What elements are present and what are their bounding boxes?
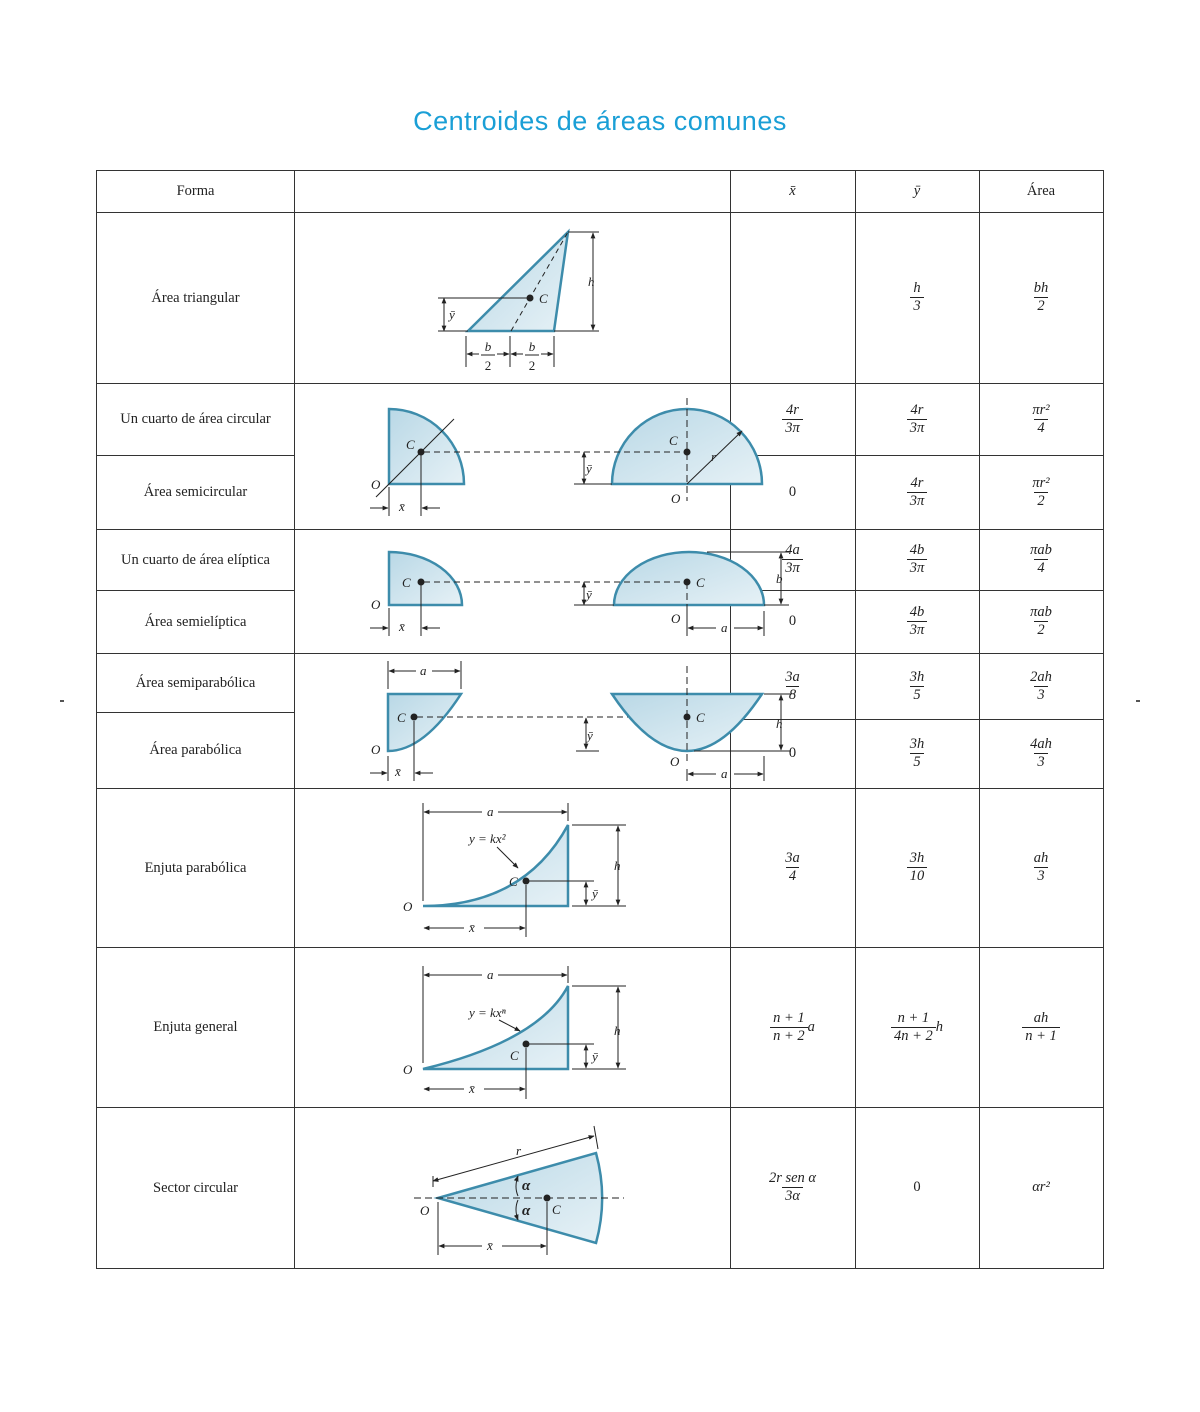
area-spandrel: $\frac{ah}{3}$ bbox=[1033, 850, 1049, 884]
sector-figure bbox=[414, 1126, 624, 1255]
xbar-quarter-circle: $\frac{4r}{3\pi}$ bbox=[730, 383, 855, 455]
general-spandrel-eq-label: y = kxⁿ bbox=[469, 1005, 506, 1020]
general-spandrel-figure bbox=[403, 966, 626, 1099]
qcircle-c-label: C bbox=[406, 437, 415, 452]
header-xbar: x̄ bbox=[789, 183, 796, 199]
header-ybar: ȳ bbox=[913, 183, 921, 199]
triangle-h-label: h bbox=[588, 274, 595, 289]
semiellipse-ybar-label: ȳ bbox=[586, 587, 592, 602]
semiparabola-o-label: O bbox=[371, 742, 381, 757]
xbar-general-spandrel: $\frac{n + 1}{n + 2}$ a bbox=[730, 947, 855, 1107]
qellipse-xbar-label: x̄ bbox=[399, 619, 405, 634]
sector-alpha-label-2: α bbox=[522, 1203, 531, 1219]
parabola-h-label: h bbox=[776, 716, 783, 731]
sector-xbar-label: x̄ bbox=[487, 1238, 493, 1253]
spandrel-figure bbox=[403, 803, 626, 937]
semiellipse-b-label: b bbox=[776, 571, 783, 586]
sector-r-label: r bbox=[516, 1143, 522, 1158]
ybar-parabola: $\frac{3h}{5}$ bbox=[909, 736, 925, 770]
label-spandrel: Enjuta parabólica bbox=[144, 859, 247, 876]
spandrel-c-label: C bbox=[509, 874, 518, 889]
spandrel-h-label: h bbox=[614, 858, 621, 873]
label-sector: Sector circular bbox=[153, 1179, 238, 1196]
area-parabola: $\frac{4ah}{3}$ bbox=[1030, 736, 1052, 770]
label-quarter-circle: Un cuarto de área circular bbox=[120, 411, 271, 427]
ybar-quarter-ellipse: $\frac{4b}{3\pi}$ bbox=[855, 529, 979, 590]
triangle-ybar-label: ȳ bbox=[449, 307, 455, 322]
header-area: Área bbox=[1026, 183, 1056, 199]
semiparabola-c-label: C bbox=[397, 710, 406, 725]
spandrel-o-label: O bbox=[403, 899, 413, 914]
parabola-a-label: a bbox=[721, 766, 728, 781]
centroid-table bbox=[96, 170, 1104, 1269]
semicircle-c-label: C bbox=[669, 433, 678, 448]
area-quarter-ellipse: $\frac{\text{πab}}{4}$ bbox=[1030, 542, 1052, 576]
label-semiellipse: Área semielíptica bbox=[144, 613, 247, 630]
semicircle-o-label: O bbox=[671, 491, 681, 506]
label-quarter-ellipse: Un cuarto de área elíptica bbox=[121, 551, 270, 568]
margin-mark-right bbox=[1136, 700, 1140, 702]
spandrel-xbar-label: x̄ bbox=[469, 920, 475, 935]
margin-mark-left bbox=[60, 700, 64, 702]
ybar-semiparabola: $\frac{3h}{5}$ bbox=[909, 668, 925, 703]
sector-alpha-label-1: α bbox=[522, 1178, 531, 1194]
semiparabola-xbar-label: x̄ bbox=[395, 764, 401, 779]
qcircle-xbar-label: x̄ bbox=[399, 499, 405, 514]
area-sector: αr² bbox=[1032, 1179, 1050, 1195]
triangle-b-label-1: b bbox=[484, 339, 492, 354]
area-semicircle: $\frac{\text{πr²}}{2}$ bbox=[1032, 474, 1050, 509]
header-shape: Forma bbox=[176, 183, 215, 199]
spandrel-eq-label: y = kx² bbox=[469, 831, 506, 846]
semiellipse-a-label: a bbox=[721, 620, 728, 635]
xbar-spandrel: $\frac{3a}{4}$ bbox=[785, 850, 800, 884]
parabola-ybar-label: ȳ bbox=[587, 728, 593, 743]
area-quarter-circle: $\frac{\text{πr²}}{4}$ bbox=[1032, 401, 1050, 436]
circle-figures bbox=[370, 398, 762, 516]
parabola-c-label: C bbox=[696, 710, 705, 725]
semiparabola-a-label: a bbox=[420, 663, 427, 678]
triangle-two-label-2: 2 bbox=[528, 358, 536, 373]
general-spandrel-c-label: C bbox=[510, 1048, 519, 1063]
triangle-two-label-1: 2 bbox=[484, 358, 492, 373]
semiellipse-c-label: C bbox=[696, 575, 705, 590]
qellipse-o-label: O bbox=[371, 597, 381, 612]
label-triangle: Área triangular bbox=[151, 289, 240, 306]
triangle-c-label: C bbox=[539, 291, 548, 306]
ybar-sector: 0 bbox=[913, 1179, 921, 1195]
ellipse-figures bbox=[370, 552, 789, 636]
area-semiparabola: $\frac{2ah}{3}$ bbox=[1030, 668, 1052, 703]
figures-svg bbox=[294, 171, 783, 1268]
general-spandrel-o-label: O bbox=[403, 1062, 413, 1077]
semicircle-ybar-label: ȳ bbox=[586, 461, 592, 476]
semicircle-r-label: r bbox=[711, 449, 717, 464]
label-general-spandrel: Enjuta general bbox=[153, 1019, 238, 1035]
xbar-parabola: 0 bbox=[788, 745, 797, 761]
ybar-general-spandrel: $\frac{n + 1}{4n + 2}$ h bbox=[855, 947, 979, 1107]
xbar-sector: $\frac{\text{2r sen α}}{3\alpha}$ bbox=[768, 1170, 817, 1204]
qcircle-o-label: O bbox=[371, 477, 381, 492]
parabola-o-label: O bbox=[670, 754, 680, 769]
ybar-semiellipse: $\frac{4b}{3\pi}$ bbox=[855, 590, 979, 653]
xbar-semiellipse: 0 bbox=[788, 613, 797, 629]
sector-c-label: C bbox=[552, 1202, 561, 1217]
general-spandrel-xbar-label: x̄ bbox=[469, 1081, 475, 1096]
spandrel-ybar-label: ȳ bbox=[592, 886, 598, 901]
page-title: Centroides de áreas comunes bbox=[413, 106, 787, 136]
triangle-figure bbox=[438, 232, 599, 373]
ybar-semicircle: $\frac{4r}{3\pi}$ bbox=[855, 455, 979, 529]
ybar-quarter-circle: $\frac{4r}{3\pi}$ bbox=[855, 383, 979, 455]
area-general-spandrel: $\frac{ah}{n + 1}$ bbox=[979, 947, 1103, 1107]
general-spandrel-ybar-label: ȳ bbox=[592, 1049, 598, 1064]
ybar-spandrel: $\frac{3h}{10}$ bbox=[855, 788, 979, 947]
semiellipse-o-label: O bbox=[671, 611, 681, 626]
triangle-b-label-2: b bbox=[528, 339, 536, 354]
label-semicircle: Área semicircular bbox=[143, 484, 248, 500]
ybar-triangle: $\frac{h}{3}$ bbox=[855, 212, 979, 383]
spandrel-a-label: a bbox=[487, 804, 494, 819]
parabola-figures bbox=[370, 661, 791, 781]
general-spandrel-h-label: h bbox=[614, 1023, 621, 1038]
xbar-semicircle: 0 bbox=[788, 483, 797, 500]
xbar-semiparabola: $\frac{3a}{8}$ bbox=[785, 668, 800, 703]
area-semiellipse: $\frac{\text{πab}}{2}$ bbox=[1030, 604, 1052, 638]
general-spandrel-a-label: a bbox=[487, 967, 494, 982]
area-triangle: $\frac{bh}{2}$ bbox=[1033, 280, 1049, 314]
sector-o-label: O bbox=[420, 1203, 430, 1218]
xbar-quarter-ellipse: $\frac{4a}{3\pi}$ bbox=[730, 529, 855, 590]
label-semiparabola: Área semiparabólica bbox=[135, 674, 256, 691]
label-parabola: Área parabólica bbox=[149, 742, 242, 758]
qellipse-c-label: C bbox=[402, 575, 411, 590]
xbar-triangle bbox=[730, 212, 855, 383]
